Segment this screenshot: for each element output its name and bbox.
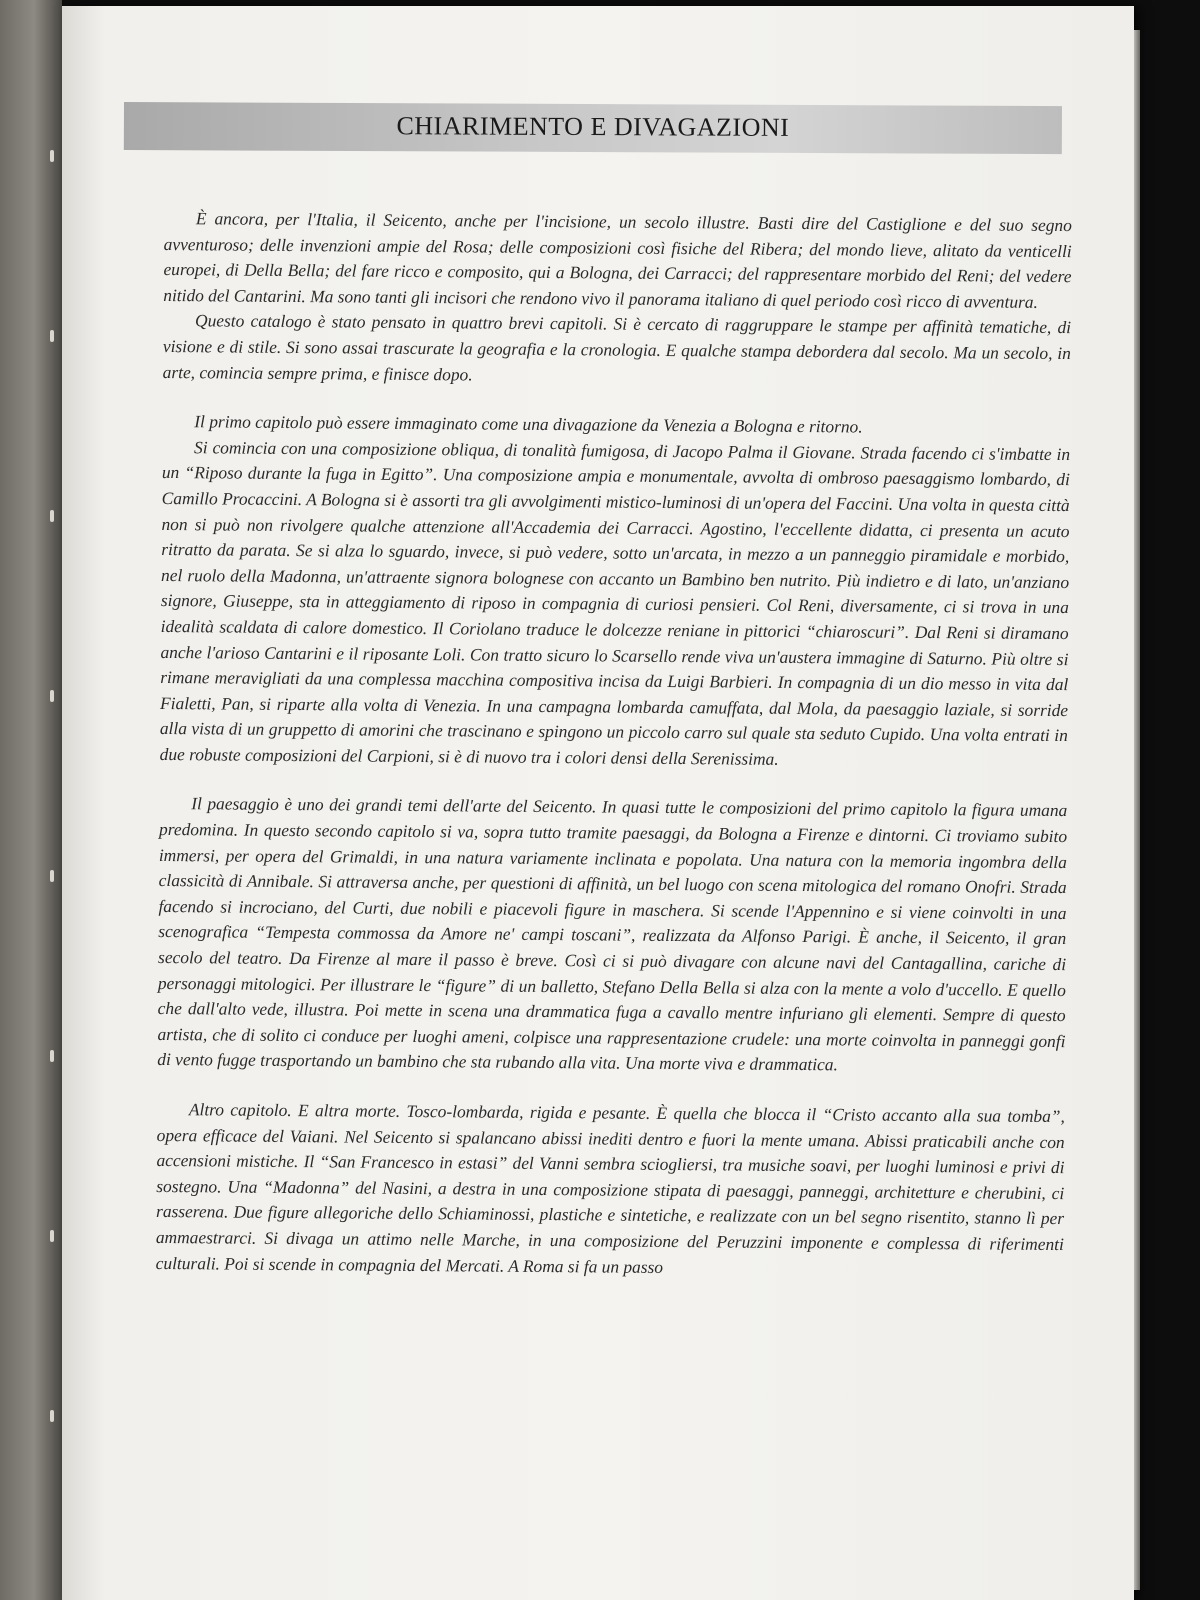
body-text bbox=[156, 206, 1072, 1283]
chapter-header-band bbox=[124, 102, 1062, 154]
page-title: CHIARIMENTO E DIVAGAZIONI bbox=[396, 111, 790, 142]
binding-stitch bbox=[50, 690, 54, 702]
binding-stitch bbox=[50, 1050, 54, 1062]
facing-page-edge bbox=[0, 0, 62, 1600]
paragraph: Si comincia con una composizione obliqua, di tonalità fumigosa, di Jacopo Palma il Giovane. Strada facendo ci s'imbatte in un “Riposo durante la fuga in Egitto”. Una composizione ampia e monumentale, avvolta di ombroso paesaggismo lombardo, di Camillo Procaccini. A Bologna si è assorti tra gli avvolgimenti mistico-luminosi di un'opera del Faccini. Una volta in questa città non si può non rivolgere qualche attenzione all'Accademia dei Carracci. Agostino, l'eccellente didatta, ci presenta un acuto ritratto da parata. Se si alza lo sguardo, invece, si può vedere, sotto un'arcata, in mezzo a un panneggio piramidale e morbido, nel ruolo della Madonna, un'attraente signora bolognese con accanto un Bambino ben nutrito. Più indietro e di lato, un'anziano signore, Giuseppe, sta in atteggiamento di riposo in compagnia di curiosi pensieri. Col Reni, diversamente, ci si trova in una idealità scaldata di calore domestico. Il Coriolano traduce le dolcezze reniane in pittorici “chiaroscuri”. Dal Reni si diramano anche l'arioso Cantarini e il riposante Loli. Con tratto sicuro lo Scarsello rende viva un'austera immagine di Saturno. Più oltre si rimane meravigliati da una complessa macchina compositiva incisa da Luigi Barbieri. In compagnia di un dio messo in vita dal Fialetti, Pan, si riparte alla volta di Venezia. In una campagna lombarda camuffata, dal Mola, da paesaggio laziale, si sorride alla vista di un gruppetto di amorini che trascinano e spingono un piccolo carro sul quale sta seduto Cupido. Una volta entrati in due robuste composizioni del Carpioni, si è di nuovo tra i colori densi della Serenissima. bbox=[159, 436, 1071, 769]
binding-stitch bbox=[50, 330, 54, 342]
binding-stitch bbox=[50, 1410, 54, 1422]
paragraph: È ancora, per l'Italia, il Seicento, anche per l'incisione, un secolo illustre. Basti dire del Castiglione e del suo segno avventuroso; delle invenzioni ampie del Rosa; delle composizioni così fisiche del Ribera; del mondo lieve, alitato da venticelli europei, di Della Bella; del fare ricco e composito, qui a Bologna, dei Carracci; del rappresentare morbido del Reni; del vedere nitido del Cantarini. Ma sono tanti gli incisori che rendono vivo il panorama italiano di quel periodo così ricco di avventura. bbox=[163, 208, 1072, 312]
binding-stitch bbox=[50, 510, 54, 522]
paragraph: Altro capitolo. E altra morte. Tosco-lombarda, rigida e pesante. È quella che blocca il “Cristo accanto alla sua tomba”, opera efficace del Vaiani. Nel Seicento si spalancano abissi inediti dentro e fuori la mente umana. Abissi praticabili anche con accensioni mistiche. Il “San Francesco in estasi” del Vanni sembra sciogliersi, tra musiche soavi, per luoghi luminosi e privi di sostegno. Una “Madonna” del Nasini, a destra in una composizione stipata di paesaggi, panneggi, architetture e cherubini, ci rasserena. Due figure allegoriche dello Schiaminossi, plastiche e sintetiche, e realizzate con un bel segno risentito, stanno lì per ammaestrarci. Si divaga un attimo nelle Marche, in una composizione del Peruzzini imponente e complessa di riferimenti culturali. Poi si scende in compagnia del Mercati. A Roma si fa un passo bbox=[155, 1099, 1065, 1277]
paragraph: Questo catalogo è stato pensato in quattro brevi capitoli. Si è cercato di raggruppare le stampe per affinità tematiche, di visione e di stile. Si sono assai trascurate la geografia e la cronologia. E qualche stampa debordera dal secolo. Ma un secolo, in arte, comincia sempre prima, e finisce dopo. bbox=[162, 310, 1072, 384]
binding-stitch bbox=[50, 150, 54, 162]
binding-stitch bbox=[50, 1230, 54, 1242]
catalog-page bbox=[62, 6, 1134, 1600]
page-edge-shadow bbox=[1134, 30, 1140, 1590]
paragraph: Il paesaggio è uno dei grandi temi dell'arte del Seicento. In quasi tutte le composizioni del primo capitolo la figura umana predomina. In questo secondo capitolo si va, sopra tutto tramite paesaggi, da Bologna a Firenze e dintorni. Ci troviamo subito immersi, per opera del Grimaldi, in una natura variamente inclinata e popolata. Una natura con la memoria ingombra della classicità di Annibale. Si attraversa anche, per questioni di affinità, un bel luogo con scena mitologica del romano Onofri. Strada facendo si incrociano, del Curti, due nobili e piacevoli figure in maschera. Si scende l'Appennino e si viene coinvolti in una scenografica “Tempesta commossa da Amore ne' campi toscani”, realizzata da Alfonso Parigi. È anche, il Seicento, il gran secolo del teatro. Da Firenze al mare il passo è breve. Così ci si può divagare con alcune navi del Cantagallina, cariche di personaggi mitologici. Per illustrare le “figure” di un balletto, Stefano Della Bella si alza con la mente a volo d'uccello. E quello che dall'alto vede, illustra. Poi mette in scena una drammatica fuga a cavallo mentre infuriano gli elementi. Sempre di questo artista, che di solito ci conduce per luoghi ameni, colpisce una rappresentazione crudele: una morte coinvolta in panneggi gonfi di vento fugge trasportando un bambino che sta rubando alla vita. Una morte viva e drammatica. bbox=[157, 793, 1068, 1075]
paragraph: Il primo capitolo può essere immaginato come una divagazione da Venezia a Bologna e ritorno. bbox=[194, 411, 863, 437]
binding-stitch bbox=[50, 870, 54, 882]
